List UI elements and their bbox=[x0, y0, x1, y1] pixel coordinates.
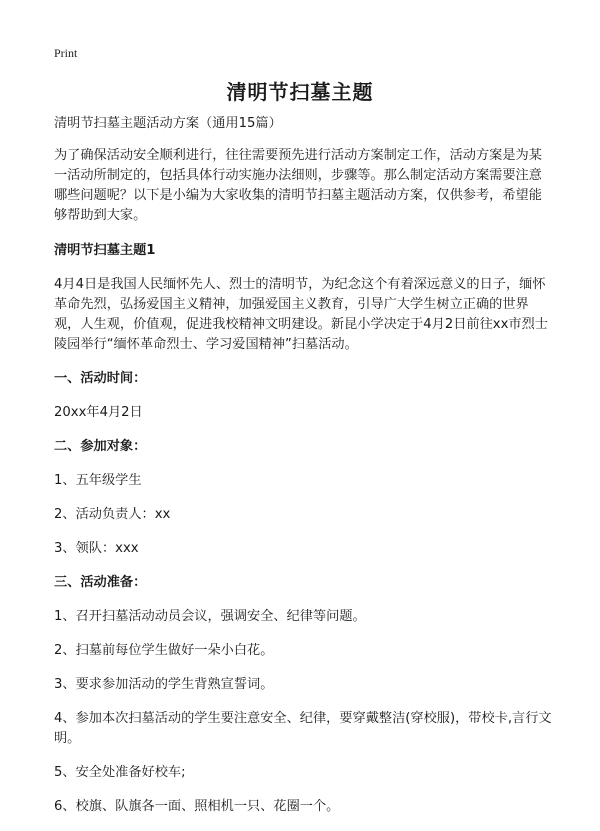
prep-item: 2、扫墓前每位学生做好一朵小白花。 bbox=[54, 643, 274, 658]
prep-item: 6、校旗、队旗各一面、照相机一只、花圈一个。 bbox=[54, 799, 340, 814]
section-heading: 清明节扫墓主题1 bbox=[54, 243, 156, 258]
prep-item: 1、召开扫墓活动动员会议，强调安全、纪律等问题。 bbox=[54, 609, 366, 624]
heading-participants: 二、参加对象： bbox=[54, 439, 147, 454]
prep-item: 4、参加本次扫墓活动的学生要注意安全、纪律，要穿戴整洁(穿校服)，带校卡,言行文明。 bbox=[54, 711, 552, 746]
participant-item: 1、五年级学生 bbox=[54, 473, 142, 488]
intro-paragraph: 为了确保活动安全顺利进行，往往需要预先进行活动方案制定工作，活动方案是为某一活动所制定的，包括具体行动实施办法细则，步骤等。那么制定活动方案需要注意哪些问题呢？以下是小编为大家收集的清明节扫墓主题活动方案，仅供参考，希望能够帮助到大家。 bbox=[54, 148, 542, 223]
prep-item: 3、要求参加活动的学生背熟宣誓词。 bbox=[54, 677, 274, 692]
document-body bbox=[54, 114, 554, 831]
document-subtitle: 清明节扫墓主题活动方案（通用15篇） bbox=[54, 116, 282, 131]
heading-preparation: 三、活动准备： bbox=[54, 575, 147, 590]
participant-item: 2、活动负责人：xx bbox=[54, 507, 171, 522]
heading-activity-time: 一、活动时间： bbox=[54, 371, 147, 386]
document-title: 清明节扫墓主题 bbox=[226, 80, 374, 104]
prep-item: 5、安全处准备好校车; bbox=[54, 765, 186, 780]
participant-item: 3、领队：xxx bbox=[54, 541, 139, 556]
activity-time-value: 20xx年4月2日 bbox=[54, 405, 143, 420]
print-link[interactable]: Print bbox=[54, 46, 78, 60]
section-body: 4月4日是我国人民缅怀先人、烈士的清明节，为纪念这个有着深远意义的日子，缅怀革命先烈，弘扬爱国主义精神，加强爱国主义教育，引导广大学生树立正确的世界观，人生观，价值观，促进我校精神文明建设。新昆小学决定于4月2日前往xx市烈士陵园举行“缅怀革命烈士、学习爱国精神”扫墓活动。 bbox=[54, 277, 548, 352]
